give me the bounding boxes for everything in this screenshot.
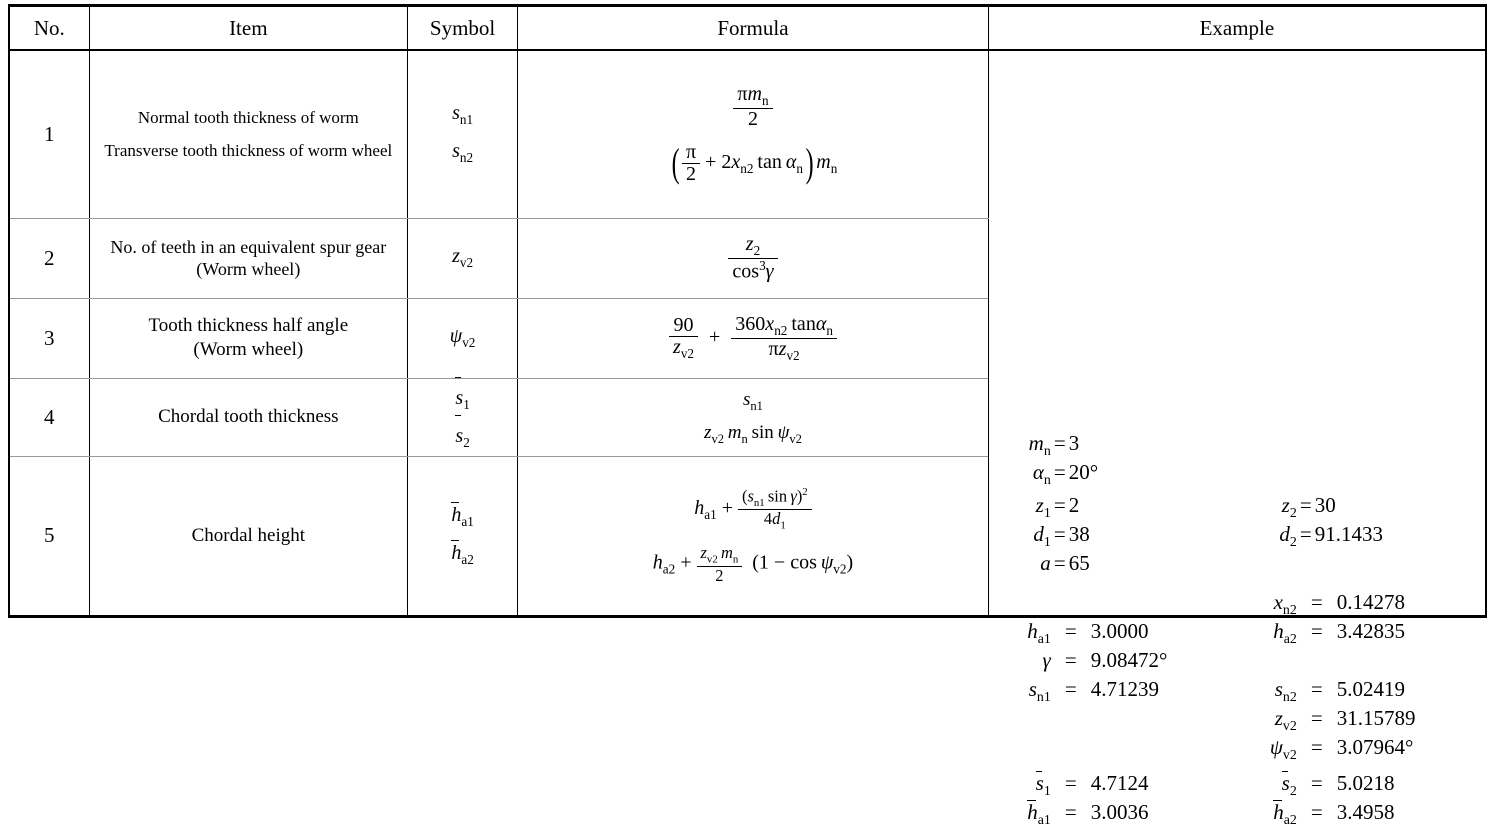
- row-number-2: 2: [9, 218, 89, 298]
- item-label: Tooth thickness half angle: [148, 315, 349, 337]
- row-formula-2: [518, 218, 989, 298]
- example-item-d2: $d_2 = 91.1433$: [1279, 521, 1384, 549]
- row-item-1: [89, 50, 407, 218]
- formula-normal-tooth-thickness: $\frac{\pi m_n}{2}$: [518, 78, 988, 136]
- row-number-1: 1: [9, 50, 89, 218]
- item-label: Normal tooth thickness of worm: [137, 108, 359, 127]
- symbol-psiv2: $\psi_{v2}$: [449, 325, 476, 350]
- example-item-sn1: $s_{n1} = 4.71239$: [1028, 676, 1160, 704]
- header-no: No.: [9, 6, 89, 51]
- item-label: Chordal tooth thickness: [158, 406, 339, 428]
- formula-chordal-thickness-2: $z_{v2}$ $m_n$ $\sin \psi_{v2}$: [704, 422, 802, 446]
- item-label: Transverse tooth thickness of worm wheel: [104, 141, 393, 161]
- formula-equivalent-teeth: $\frac{z_2}{\cos^3\gamma}$: [728, 234, 777, 283]
- row-item-2: [89, 218, 407, 298]
- item-label: Chordal height: [191, 524, 306, 546]
- symbol-h-bar-a2: $h_{a2}$: [451, 541, 474, 567]
- row-formula-1: [518, 50, 989, 218]
- header-symbol: Symbol: [408, 6, 518, 51]
- worm-gear-formula-table: [8, 4, 1487, 827]
- item-label: No. of teeth in an equivalent spur gear: [110, 236, 387, 257]
- example-item-s-bar-1: $s_1 = 4.7124$: [1035, 770, 1149, 798]
- example-item-z2: $z_2 = 30$: [1281, 492, 1336, 520]
- formula-half-angle-term1: $\frac{90}{z_{v2}}$: [669, 315, 698, 361]
- symbol-h-bar-a1: $h_{a1}$: [451, 503, 474, 529]
- item-label: (Worm wheel): [196, 259, 301, 279]
- header-example: Example: [988, 6, 1486, 51]
- spec-table-sheet: [0, 4, 1487, 827]
- row-formula-4: [518, 378, 989, 456]
- row-number-4: 4: [9, 378, 89, 456]
- example-item-ha1: $h_{a1} = 3.0000$: [1027, 618, 1149, 646]
- example-item-xn2: $x_{n2} = 0.14278$: [1273, 589, 1406, 617]
- symbol-sn2: $s_{n2}$: [452, 140, 474, 166]
- example-item-mn: $m_n = 3$: [1028, 430, 1080, 458]
- example-item-z1: $z_1 = 2$: [1035, 492, 1080, 520]
- row-item-4: [89, 378, 407, 456]
- formula-chordal-height-2: $h_{a2}$ + $\frac{z_{v2} m_n}{2}$ $(1 - \cos \psi_{v2})$: [652, 542, 854, 585]
- example-item-alphan: $\alpha_n = 20^\circ$: [1032, 459, 1099, 487]
- example-item-s-bar-2: $s_2 = 5.0218$: [1281, 770, 1395, 798]
- row-symbol-1: [408, 50, 518, 218]
- example-item-gamma: γ = 9.08472°: [1042, 647, 1168, 672]
- symbol-zv2: $z_{v2}$: [452, 245, 474, 270]
- example-item-psiv2: $\psi_{v2} = 3.07964^\circ$: [1269, 734, 1414, 762]
- formula-transverse-tooth-thickness: ( $\frac{\pi}{2}$ + $2x_{n2}$ $\tan \alpha_n$) $m_n$: [671, 140, 838, 186]
- example-item-d1: $d_1 = 38$: [1033, 521, 1090, 549]
- row-item-5: [89, 456, 407, 616]
- table-row: [9, 50, 1486, 218]
- row-symbol-3: [408, 298, 518, 378]
- example-item-zv2: $z_{v2} = 31.15789$: [1274, 705, 1416, 733]
- symbol-s-bar-1: $s_1$: [408, 379, 517, 417]
- formula-chordal-thickness-1: $s_{n1}$: [743, 388, 763, 413]
- row-symbol-5: [408, 456, 518, 616]
- example-item-h-bar-a1: $h_{a1} = 3.0036$: [1027, 799, 1149, 827]
- row-number-3: 3: [9, 298, 89, 378]
- header-item: Item: [89, 6, 407, 51]
- example-item-a: a = 65: [1040, 550, 1090, 575]
- row-formula-3: $\frac{90}{z_{v2}}$ + $\frac{360x_{n2} \tan\alpha_n}{\pi z_{v2}}$: [518, 298, 989, 378]
- row-symbol-4: [408, 378, 518, 456]
- symbol-sn1: $s_{n1}$: [452, 102, 474, 128]
- header-formula: Formula: [518, 6, 989, 51]
- row-number-5: 5: [9, 456, 89, 616]
- row-formula-5: [518, 456, 989, 616]
- symbol-s-bar-2: $s_2$: [408, 417, 517, 455]
- item-label: (Worm wheel): [193, 339, 304, 360]
- example-item-sn2: $s_{n2} = 5.02419$: [1274, 676, 1406, 704]
- row-symbol-2: [408, 218, 518, 298]
- table-header-row: [9, 6, 1486, 51]
- example-item-ha2: $h_{a2} = 3.42835$: [1273, 618, 1406, 646]
- example-item-h-bar-a2: $h_{a2} = 3.4958$: [1273, 799, 1395, 827]
- row-item-3: [89, 298, 407, 378]
- formula-chordal-height-1: $h_{a1}$ + $\frac{(s_{n1} \sin \gamma)^2}{4d_1}$: [518, 481, 988, 538]
- example-cell: [988, 50, 1486, 827]
- formula-half-angle-term2: $\frac{360x_{n2} \tan\alpha_n}{\pi z_{v2}}$: [731, 314, 837, 363]
